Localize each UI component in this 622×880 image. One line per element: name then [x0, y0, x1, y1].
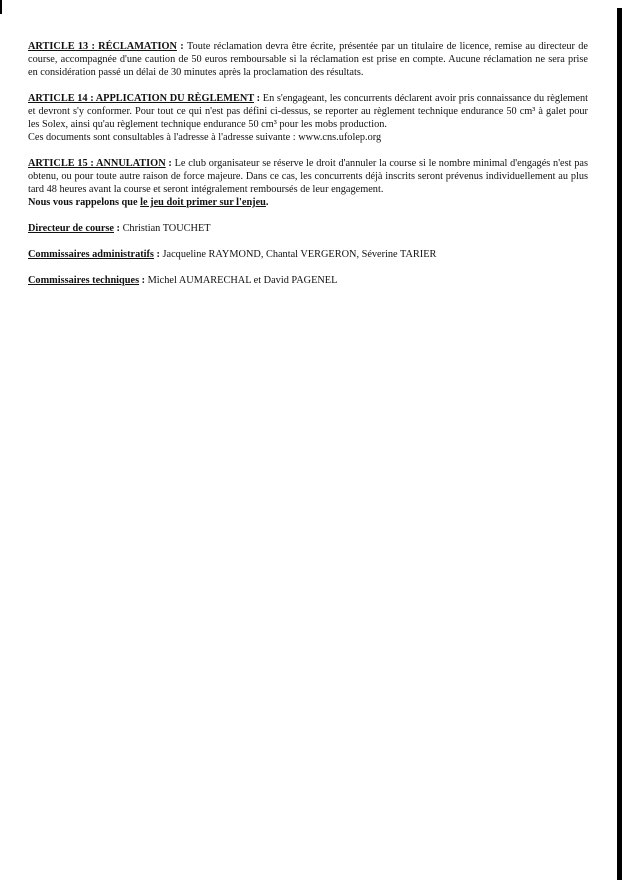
- commissaires-tech-label: Commissaires techniques: [28, 275, 140, 286]
- reminder-underlined: le jeu doit primer sur l'enjeu: [140, 197, 266, 208]
- reminder-prefix: Nous vous rappelons que: [28, 197, 141, 208]
- directeur-de-course: [28, 222, 588, 235]
- article-14-text: En s'engageant, les concurrents déclarent avoir pris connaissance du règlement et devront s'y conformer. Pour tout ce qui n'est pas défini ci-dessus, se reporter au règlement technique endurance 50 cm³ à galet pour les Solex, ainsi qu'au règlement technique endurance 50 cm³ pour les mobs production.: [28, 93, 589, 130]
- article-15-heading: ARTICLE 15 : ANNULATION: [28, 158, 166, 169]
- article-15-text: Le club organisateur se réserve le droit d'annuler la course si le nombre minimal d'engagés n'est pas obtenu, ou pour toute autre raison de force majeure. Dans ce cas, les concurrents déjà inscrits seront prévenus individuellement au plus tard 48 heures avant la course et seront intégralement remboursés de leur engagement.: [28, 158, 588, 195]
- commissaires-admin-label: Commissaires administratifs: [28, 249, 154, 260]
- article-14-separator: :: [254, 93, 263, 104]
- reminder-suffix: .: [265, 197, 269, 208]
- article-15-reminder: [28, 196, 588, 209]
- page-edge-rule: [617, 8, 622, 880]
- directeur-value: Christian TOUCHET: [122, 223, 211, 234]
- article-15: [28, 157, 588, 209]
- article-14-docs-line: Ces documents sont consultables à l'adresse à l'adresse suivante : www.cns.ufolep.org: [28, 132, 382, 143]
- document-page: [28, 40, 588, 300]
- commissaires-tech-value: Michel AUMARECHAL et David PAGENEL: [147, 275, 338, 286]
- commissaires-admin-separator: :: [153, 249, 163, 260]
- article-15-separator: :: [165, 158, 175, 169]
- article-13: [28, 40, 588, 79]
- directeur-separator: :: [113, 223, 123, 234]
- article-14: [28, 92, 588, 144]
- directeur-label: Directeur de course: [28, 223, 114, 234]
- article-13-heading: ARTICLE 13 : RÉCLAMATION: [28, 41, 177, 52]
- article-13-text: Toute réclamation devra être écrite, présentée par un titulaire de licence, remise au directeur de course, accompagnée d'une caution de 50 euros remboursable si la réclamation est prise en compte. Aucune réclamation ne sera prise en considération passé un délai de 30 minutes après la proclamation des résultats.: [28, 41, 589, 78]
- page-corner-mark: [0, 0, 2, 14]
- article-14-heading: ARTICLE 14 : APPLICATION DU RÈGLEMENT: [28, 93, 255, 104]
- commissaires-administratifs: [28, 248, 588, 261]
- commissaires-tech-separator: :: [139, 275, 148, 286]
- article-13-separator: :: [176, 41, 187, 52]
- commissaires-techniques: [28, 274, 588, 287]
- commissaires-admin-value: Jacqueline RAYMOND, Chantal VERGERON, Séverine TARIER: [162, 249, 437, 260]
